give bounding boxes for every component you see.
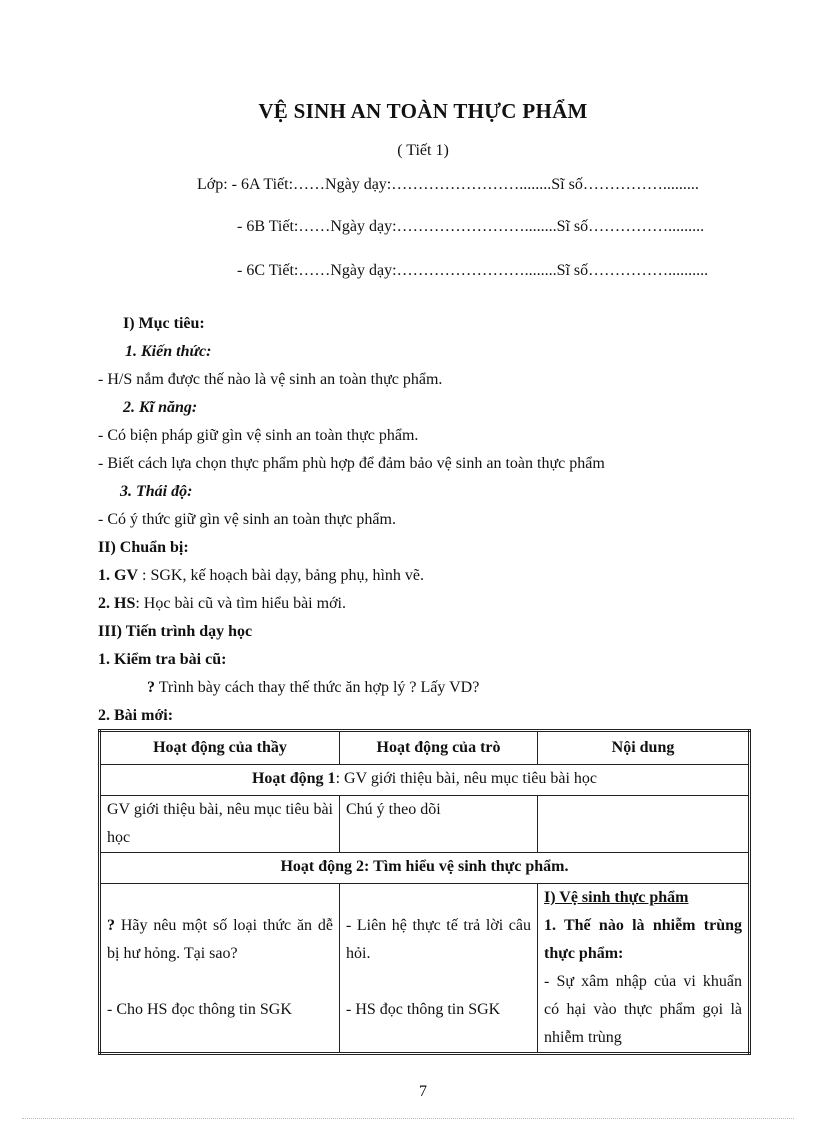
lesson-period: ( Tiết 1) [397,142,449,159]
attitude-heading: 3. Thái độ: [120,483,193,500]
class-row-6b: - 6B Tiết:……Ngày dạy:……………………........Sĩ số……………......... [237,218,705,235]
table-header-row [100,731,750,765]
activity1-row [100,765,750,796]
lesson-table [98,729,751,1055]
prep-gv-text: : SGK, kế hoạch bài dạy, bảng phụ, hình vẽ. [138,567,425,584]
header-content: Nội dung [538,731,750,765]
row2-teacher-q-text: Hãy nêu một số loại thức ăn dễ bị hư hỏng. Tại sao? [107,917,333,962]
table-row [100,884,750,1054]
question-mark: ? [107,917,115,934]
row2-student-2: - HS đọc thông tin SGK [346,1001,501,1018]
new-lesson-heading: 2. Bài mới: [98,707,174,724]
row2-content-sub: 1. Thế nào là nhiễm trùng thực phẩm: [544,917,742,962]
header-teacher: Hoạt động của thầy [100,731,340,765]
row1-teacher: GV giới thiệu bài, nêu mục tiêu bài học [100,796,340,853]
activity2: Hoạt động 2: Tìm hiểu vệ sinh thực phẩm. [100,853,750,884]
skills-heading: 2. Kĩ năng: [123,399,198,416]
attitude-text: - Có ý thức giữ gìn vệ sinh an toàn thực phẩm. [98,511,396,528]
skills-text-1: - Có biện pháp giữ gìn vệ sinh an toàn thực phẩm. [98,427,419,444]
row1-content [538,796,750,853]
prep-hs-label: 2. HS [98,595,136,612]
row2-teacher-cell [100,884,340,1054]
prep-hs [98,594,346,614]
knowledge-text: - H/S nắm được thế nào là vệ sinh an toàn thực phẩm. [98,371,443,388]
prep-gv [98,566,424,586]
row2-content-heading: I) Vệ sinh thực phẩm [544,889,689,906]
class-row-6c: - 6C Tiết:……Ngày dạy:……………………........Sĩ số…………….......... [237,262,709,279]
row2-teacher-question [107,912,333,968]
prep-hs-text: : Học bài cũ và tìm hiểu bài mới. [135,595,346,612]
question-mark: ? [147,679,155,696]
prep-gv-label: 1. GV [98,567,138,584]
row2-student-1: - Liên hệ thực tế trả lời câu hỏi. [346,917,531,962]
header-student: Hoạt động của trò [340,731,538,765]
table-row [100,796,750,853]
activity2-row [100,853,750,884]
objectives-heading: I) Mục tiêu: [123,315,205,332]
activity1-text: : GV giới thiệu bài, nêu mục tiêu bài học [335,770,598,787]
check-question-text: Trình bày cách thay thế thức ăn hợp lý ? Lấy VD? [155,679,480,696]
prep-heading: II) Chuẩn bị: [98,539,189,556]
activity1-label: Hoạt động 1 [251,770,336,787]
row2-teacher-2: - Cho HS đọc thông tin SGK [107,1001,292,1018]
row2-student-cell [340,884,538,1054]
skills-text-2: - Biết cách lựa chọn thực phẩm phù hợp để đảm bảo vệ sinh an toàn thực phẩm [98,455,605,472]
check-heading: 1. Kiểm tra bài cũ: [98,651,227,668]
row1-student: Chú ý theo dõi [340,796,538,853]
row2-content-cell [538,884,750,1054]
page-number: 7 [419,1083,427,1100]
page-title: VỆ SINH AN TOÀN THỰC PHẨM [258,99,588,123]
knowledge-heading: 1. Kiến thức: [125,343,212,360]
page-bottom-divider [22,1118,794,1119]
check-question [147,678,479,698]
process-heading: III) Tiến trình dạy học [98,623,253,640]
class-row-6a: Lớp: - 6A Tiết:……Ngày dạy:……………………........Sĩ số……………......... [197,176,699,193]
row2-content-text: - Sự xâm nhập của vi khuẩn có hại vào thực phẩm gọi là nhiễm trùng [544,973,742,1046]
